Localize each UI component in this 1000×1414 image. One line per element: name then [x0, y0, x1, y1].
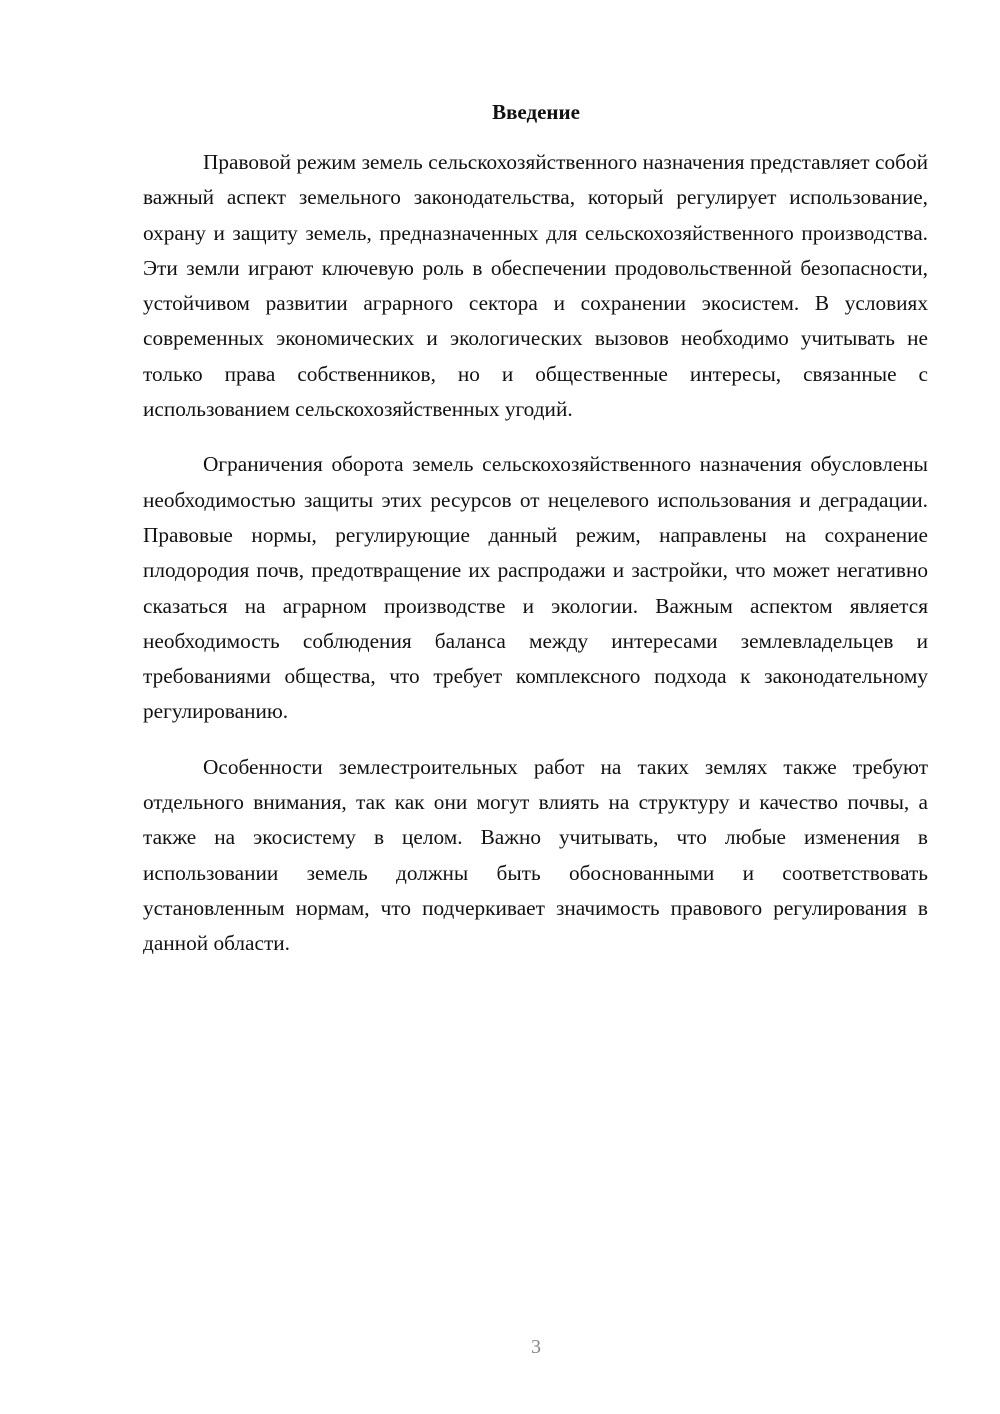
document-body — [143, 145, 928, 982]
paragraph-2: Ограничения оборота земель сельскохозяйственного назначения обусловлены необходимостью защиты этих ресурсов от нецелевого использования и деградации. Правовые нормы, регулирующие данный режим, направлены на сохранение плодородия почв, предотвращение их распродажи и застройки, что может негативно сказаться на аграрном производстве и экологии. Важным аспектом является необходимость соблюдения баланса между интересами землевладельцев и требованиями общества, что требует комплексного подхода к законодательному регулированию. — [143, 452, 928, 724]
paragraph-1: Правовой режим земель сельскохозяйственного назначения представляет собой важный аспект земельного законодательства, который регулирует использование, охрану и защиту земель, предназначенных для сельскохозяйственного производства. Эти земли играют ключевую роль в обеспечении продовольственной безопасности, устойчивом развитии аграрного сектора и сохранении экосистем. В условиях современных экономических и экологических вызовов необходимо учитывать не только права собственников, но и общественные интересы, связанные с использованием сельскохозяйственных угодий. — [143, 150, 928, 422]
section-title: Введение — [492, 100, 580, 124]
paragraph-3: Особенности землестроительных работ на таких землях также требуют отдельного внимания, так как они могут влиять на структуру и качество почвы, а также на экосистему в целом. Важно учитывать, что любые изменения в использовании земель должны быть обоснованными и соответствовать установленным нормам, что подчеркивает значимость правового регулирования в данной области. — [143, 754, 928, 956]
page-number: 3 — [531, 1336, 541, 1358]
